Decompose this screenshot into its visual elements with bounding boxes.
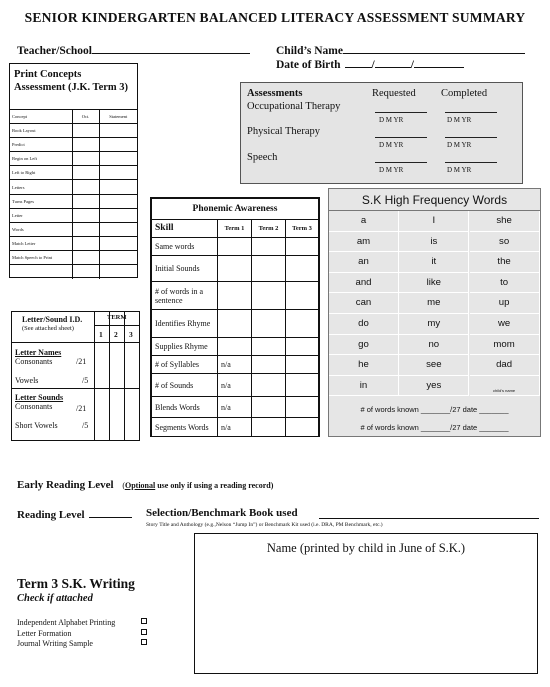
- cell[interactable]: n/a: [218, 397, 252, 418]
- skill-label: Same words: [152, 238, 218, 256]
- cell[interactable]: [286, 256, 319, 282]
- cell[interactable]: [72, 222, 99, 236]
- cell[interactable]: [72, 124, 99, 138]
- table-row: [10, 138, 137, 152]
- phonemic-header-row: [152, 220, 319, 238]
- letter-sound-subtitle: (See attached sheet): [22, 325, 74, 332]
- skill-label: # of words in a sentence: [152, 282, 218, 310]
- letter-sound-id-box: [11, 311, 140, 441]
- early-reading-label: Early Reading Level: [17, 479, 114, 491]
- hfw-word: mom: [470, 335, 540, 356]
- cell[interactable]: [252, 256, 286, 282]
- dmy-label: D M YR: [379, 116, 404, 124]
- concept-label: Left to Right: [10, 166, 72, 180]
- print-concepts-box: [9, 63, 138, 278]
- consonants-label: Consonants: [15, 402, 53, 411]
- occupational-therapy-label: Occupational Therapy: [247, 101, 341, 112]
- term-2-header: Term 2: [252, 220, 286, 238]
- skill-label: Identifies Rhyme: [152, 310, 218, 338]
- concept-label: Words: [10, 222, 72, 236]
- cell[interactable]: [72, 166, 99, 180]
- skill-label: Segments Words: [152, 418, 218, 437]
- hfw-word: a: [329, 211, 399, 232]
- reading-level-line[interactable]: [89, 507, 132, 518]
- skill-label: # of Syllables: [152, 356, 218, 374]
- table-row: [152, 310, 319, 338]
- completed-date-line[interactable]: [445, 162, 497, 163]
- teacher-school-line[interactable]: [92, 43, 250, 54]
- phonemic-table: [151, 198, 319, 437]
- list-item: [17, 639, 147, 650]
- cell[interactable]: [252, 310, 286, 338]
- term-2-label: 2: [114, 330, 118, 339]
- col-statement: Statement: [99, 110, 137, 124]
- hfw-word: no: [399, 335, 469, 356]
- table-row: [152, 397, 319, 418]
- words-known-1[interactable]: # of words known _______/27 date _______: [360, 405, 509, 414]
- hfw-word: go: [329, 335, 399, 356]
- skill-label: Supplies Rhyme: [152, 338, 218, 356]
- table-row: [10, 208, 137, 222]
- hfw-word: it: [399, 252, 469, 273]
- selection-note: Story Title and Anthology (e.g.,Nelson “Jump In”) or Benchmark Kit used (i.e. DRA, PM Benchmark, etc.): [146, 522, 383, 528]
- hfw-word: so: [470, 232, 540, 253]
- hfw-word: dad: [470, 355, 540, 376]
- hfw-word: yes: [399, 376, 469, 397]
- cell[interactable]: [72, 138, 99, 152]
- child-name-field[interactable]: [276, 43, 525, 57]
- hfw-word: I: [399, 211, 469, 232]
- cell[interactable]: n/a: [218, 374, 252, 397]
- speech-label: Speech: [247, 152, 278, 163]
- skill-label: Initial Sounds: [152, 256, 218, 282]
- cell[interactable]: [99, 236, 137, 250]
- hfw-word: like: [399, 273, 469, 294]
- concept-label: Book Layout: [10, 124, 72, 138]
- letter-names-heading: Letter Names: [15, 348, 62, 357]
- table-row: [10, 180, 137, 194]
- cell[interactable]: n/a: [218, 356, 252, 374]
- dmy-label: D M YR: [379, 166, 404, 174]
- cell[interactable]: [252, 282, 286, 310]
- table-row: [152, 256, 319, 282]
- paren: (: [122, 481, 125, 490]
- reading-level-field[interactable]: [17, 507, 132, 521]
- list-item: [17, 618, 147, 629]
- letter-sound-title: Letter/Sound I.D.: [22, 315, 83, 324]
- cell[interactable]: [99, 138, 137, 152]
- consonants-total: /21: [76, 357, 87, 366]
- table-row: [10, 152, 137, 166]
- early-reading-note: [122, 481, 273, 490]
- hfw-word: she: [470, 211, 540, 232]
- writing-item-label: Independent Alphabet Printing: [17, 618, 116, 627]
- cell[interactable]: [72, 180, 99, 194]
- cell[interactable]: [72, 265, 99, 279]
- child-name-label: Child’s Name: [276, 45, 343, 57]
- concept-label: [10, 265, 72, 279]
- term-1-header: Term 1: [218, 220, 252, 238]
- cell[interactable]: [99, 208, 137, 222]
- selection-book-line[interactable]: [319, 518, 539, 519]
- cell[interactable]: [252, 374, 286, 397]
- cell[interactable]: [252, 397, 286, 418]
- cell[interactable]: [99, 166, 137, 180]
- cell[interactable]: [252, 338, 286, 356]
- dmy-label: D M YR: [447, 166, 472, 174]
- assessments-title: Assessments: [247, 88, 303, 99]
- hfw-word: do: [329, 314, 399, 335]
- name-box-title: Name (printed by child in June of S.K.): [266, 541, 466, 555]
- hfw-word: can: [329, 293, 399, 314]
- hfw-word: in: [329, 376, 399, 397]
- hfw-word: my: [399, 314, 469, 335]
- requested-date-line[interactable]: [375, 137, 427, 138]
- table-row: [152, 282, 319, 310]
- cell[interactable]: [252, 418, 286, 437]
- hfw-title: S.K High Frequency Words: [329, 189, 540, 211]
- table-row: [10, 222, 137, 236]
- table-row: [10, 236, 137, 250]
- term-1-label: 1: [99, 330, 103, 339]
- checkbox[interactable]: [141, 629, 147, 635]
- concept-label: Letters: [10, 180, 72, 194]
- consonants-total: /21: [76, 404, 87, 413]
- assessments-box: [240, 82, 523, 184]
- table-row: [10, 166, 137, 180]
- early-reading-note-text: use only if using a reading record): [155, 481, 274, 490]
- print-concepts-title-2: Assessment (J.K. Term 3): [14, 82, 129, 93]
- cell[interactable]: [286, 397, 319, 418]
- cell[interactable]: [99, 222, 137, 236]
- table-row: [152, 418, 319, 437]
- vowels-label: Vowels: [15, 376, 39, 385]
- dob-year-line[interactable]: [414, 57, 464, 68]
- print-concepts-table: [10, 109, 137, 279]
- consonants-label: Consonants: [15, 357, 53, 366]
- writing-list: [17, 618, 147, 650]
- short-vowels-total: /5: [82, 421, 89, 430]
- skill-header: Skill: [152, 220, 218, 238]
- hfw-word: the: [470, 252, 540, 273]
- phonemic-awareness-box: [150, 197, 320, 437]
- cell[interactable]: [99, 194, 137, 208]
- hfw-word: he: [329, 355, 399, 376]
- vowels-total: /5: [82, 376, 89, 385]
- cell[interactable]: [99, 152, 137, 166]
- cell[interactable]: [286, 418, 319, 437]
- hfw-word: is: [399, 232, 469, 253]
- early-reading-level-row: [17, 479, 273, 491]
- divider: [94, 325, 140, 326]
- concept-label: Match Letter: [10, 236, 72, 250]
- cell[interactable]: [72, 152, 99, 166]
- col-concept: Concept: [10, 110, 72, 124]
- col-oct: Oct.: [72, 110, 99, 124]
- term-header: TERM: [107, 314, 127, 321]
- cell[interactable]: [99, 265, 137, 279]
- divider: [12, 342, 140, 343]
- concept-label: Letter: [10, 208, 72, 222]
- cell[interactable]: [218, 310, 252, 338]
- dob-label: Date of Birth: [276, 59, 341, 71]
- divider: [12, 388, 140, 389]
- hfw-word: to: [470, 273, 540, 294]
- cell[interactable]: [252, 356, 286, 374]
- requested-date-line[interactable]: [375, 162, 427, 163]
- cell[interactable]: [218, 338, 252, 356]
- writing-item-label: Journal Writing Sample: [17, 639, 93, 648]
- date-of-birth-field[interactable]: [276, 57, 464, 71]
- short-vowels-label: Short Vowels: [15, 421, 58, 430]
- cell[interactable]: [99, 180, 137, 194]
- hfw-word: see: [399, 355, 469, 376]
- hfw-word: am: [329, 232, 399, 253]
- child-name-box[interactable]: [194, 533, 538, 674]
- writing-item-label: Letter Formation: [17, 628, 72, 638]
- hfw-word: up: [470, 293, 540, 314]
- checkbox[interactable]: [141, 618, 147, 624]
- table-row: [10, 265, 137, 279]
- concept-label: Turns Pages: [10, 194, 72, 208]
- cell[interactable]: [72, 208, 99, 222]
- cell[interactable]: [252, 238, 286, 256]
- divider: [124, 312, 125, 440]
- concept-label: Predict: [10, 138, 72, 152]
- requested-header: Requested: [372, 88, 416, 99]
- table-row: [10, 124, 137, 138]
- concept-label: Match Speech to Print: [10, 250, 72, 264]
- high-frequency-words-box: [328, 188, 541, 437]
- print-concepts-title-1: Print Concepts: [14, 69, 82, 80]
- teacher-school-label: Teacher/School: [17, 45, 92, 57]
- concept-label: Begin on Left: [10, 152, 72, 166]
- page-title: SENIOR KINDERGARTEN BALANCED LITERACY ASSESSMENT SUMMARY: [24, 10, 526, 25]
- completed-date-line[interactable]: [445, 137, 497, 138]
- writing-title: Term 3 S.K. Writing: [17, 576, 135, 591]
- cell[interactable]: [286, 238, 319, 256]
- cell[interactable]: [72, 236, 99, 250]
- cell[interactable]: [218, 238, 252, 256]
- cell[interactable]: [286, 374, 319, 397]
- list-item: [17, 629, 147, 640]
- hfw-word: an: [329, 252, 399, 273]
- phonemic-title-row: [152, 199, 319, 220]
- divider: [94, 312, 95, 440]
- physical-therapy-label: Physical Therapy: [247, 126, 320, 137]
- optional-text: Optional: [124, 481, 156, 490]
- dob-month-line[interactable]: [375, 57, 411, 68]
- requested-date-line[interactable]: [375, 112, 427, 113]
- checkbox[interactable]: [141, 639, 147, 645]
- divider: [109, 312, 110, 440]
- cell[interactable]: [286, 310, 319, 338]
- dmy-label: D M YR: [447, 141, 472, 149]
- cell[interactable]: [72, 194, 99, 208]
- skill-label: # of Sounds: [152, 374, 218, 397]
- dmy-label: D M YR: [379, 141, 404, 149]
- term-3-label: 3: [129, 330, 133, 339]
- table-row: [10, 194, 137, 208]
- dob-day-line[interactable]: [345, 57, 372, 68]
- cell[interactable]: n/a: [218, 418, 252, 437]
- table-row: [152, 338, 319, 356]
- hfw-word: me: [399, 293, 469, 314]
- writing-subtitle: Check if attached: [17, 593, 93, 604]
- print-concepts-title: [14, 68, 128, 94]
- cell[interactable]: [286, 356, 319, 374]
- table-row: [152, 356, 319, 374]
- reading-level-label: Reading Level: [17, 509, 85, 521]
- print-concepts-header-row: [10, 110, 137, 124]
- cell[interactable]: [286, 338, 319, 356]
- table-row: [152, 238, 319, 256]
- dob-sep: /: [410, 59, 414, 71]
- hfw-word: we: [470, 314, 540, 335]
- cell[interactable]: [286, 282, 319, 310]
- teacher-school-field[interactable]: [17, 43, 250, 57]
- cell[interactable]: [72, 250, 99, 264]
- phonemic-title: Phonemic Awareness: [152, 199, 319, 220]
- child-name-line[interactable]: [343, 43, 525, 54]
- completed-header: Completed: [441, 88, 488, 99]
- cell[interactable]: [218, 282, 252, 310]
- cell[interactable]: [99, 250, 137, 264]
- hfw-word: child’s name: [470, 376, 540, 397]
- table-row: [152, 374, 319, 397]
- letter-sounds-heading: Letter Sounds: [15, 393, 64, 402]
- completed-date-line[interactable]: [445, 112, 497, 113]
- table-row: [10, 250, 137, 264]
- term-3-header: Term 3: [286, 220, 319, 238]
- hfw-word: and: [329, 273, 399, 294]
- cell[interactable]: [218, 256, 252, 282]
- words-known-2[interactable]: # of words known _______/27 date _______: [360, 423, 509, 432]
- selection-book-label: Selection/Benchmark Book used: [146, 507, 298, 519]
- dmy-label: D M YR: [447, 116, 472, 124]
- dob-sep: /: [371, 59, 375, 71]
- skill-label: Blends Words: [152, 397, 218, 418]
- cell[interactable]: [99, 124, 137, 138]
